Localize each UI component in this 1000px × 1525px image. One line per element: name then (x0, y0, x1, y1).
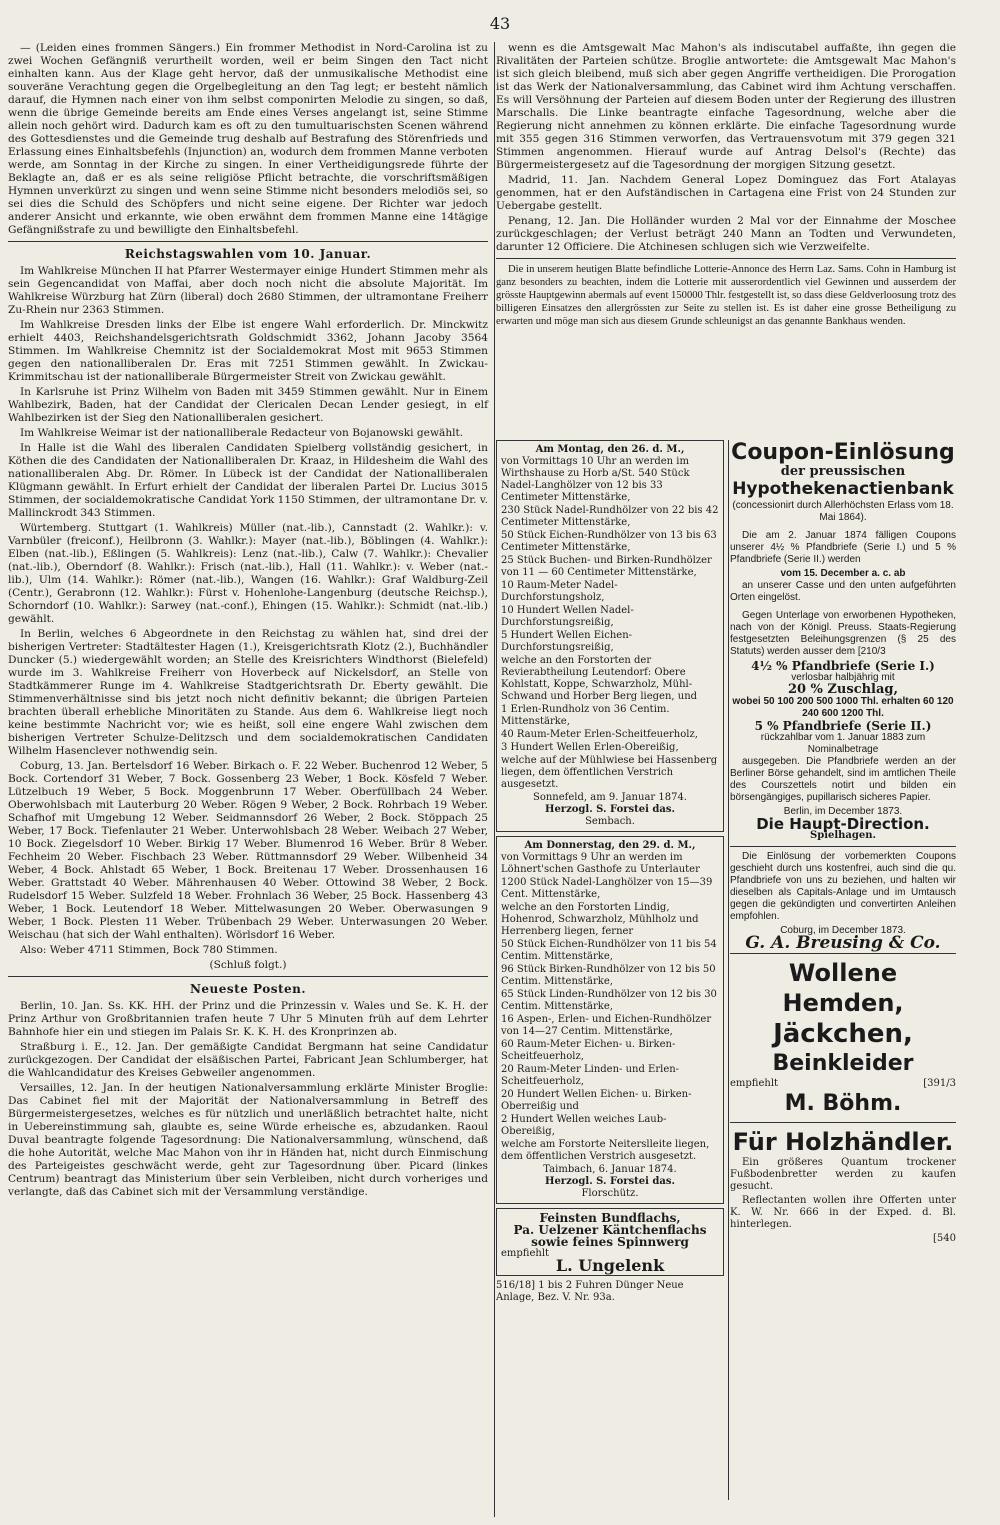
wool-recommend: empfiehlt (730, 1078, 779, 1089)
auction-item: 20 Raum-Meter Linden- und Erlen-Scheitfeuerholz, (501, 1064, 680, 1087)
auction-heading: Am Montag, den 26. d. M., (535, 444, 685, 455)
coupon-title: Coupon-Einlösung (731, 440, 955, 465)
auction-item: 20 Hundert Wellen Eichen- u. Birken-Oberreißig und (501, 1089, 692, 1112)
article-paragraph: Madrid, 11. Jan. Nachdem General Lopez Dominguez das Fort Atalayas genommen, hat er den Aufständischen in Cartagena eine Frist von 24 Stunden zur Uebergabe gestellt. (496, 174, 956, 212)
wood-body: Ein größeres Quantum trockener Fußbodenbretter werden zu kaufen gesucht. (730, 1157, 956, 1192)
page-number: 43 (489, 14, 511, 33)
coupon-signer: Spielhagen. (809, 830, 877, 841)
auction-column (496, 440, 729, 1500)
article-paragraph: Also: Weber 4711 Stimmen, Bock 780 Stimmen. (20, 944, 278, 956)
section-title-news: Neueste Posten. (189, 982, 307, 996)
auction-item: 96 Stück Birken-Rundhölzer von 12 bis 50 Centim. Mittenstärke, (501, 964, 716, 987)
coupon-ad (730, 440, 956, 842)
flax-ad (496, 1208, 724, 1276)
auction-signature: Herzogl. S. Forstei das. (545, 804, 675, 815)
divider (8, 976, 488, 977)
auction-closing: welche am Forstorte Neiterslleite liegen, dem öffentlichen Verstrich ausgesetzt. (501, 1139, 710, 1162)
coupon-body: Gegen Unterlage von erworbenen Hypotheken, nach von der Königl. Preuss. Staats-Regierung festgesetzten Beleihungsgrenzen (§ 25 des Statuts) werden ausser dem [210/3 (730, 610, 956, 657)
article-paragraph: Im Wahlkreise Dresden links der Elbe ist engere Wahl erforderlich. Dr. Minckwitz erhielt 4403, Reichshandelsgerichtsrath Goldschmidt 3362, Johann Jacoby 3564 Stimmen. Im Wahlkreise Chemnitz ist der Socialdemokrat Most mit 9653 Stimmen gegen den nationalliberalen Dr. Eras mit 7251 Stimmen gewählt. In Zwickau-Krimmitschau ist der nationalliberale Bürgermeister Streit von Zwickau gewählt. (8, 319, 488, 383)
flax-line: Pa. Uelzener Käntchenflachs (513, 1223, 707, 1237)
wool-merchant: M. Böhm. (784, 1091, 902, 1116)
auction-item: 50 Stück Eichen-Rundhölzer von 13 bis 63 Centimeter Mittenstärke, (501, 530, 717, 553)
auction-item: 10 Raum-Meter Nadel-Durchforstungsholz, (501, 580, 618, 603)
lottery-notice: Die in unserem heutigen Blatte befindliche Lotterie-Annonce des Herrn Laz. Sams. Cohn in Hamburg ist ganz besonders zu beachten, indem die Lotterie mit ausserordentlich viel Gewinnen und ausserdem der grösste Hauptgewinn abermals auf event 150000 Thlr. festgestellt ist, so dass diese Geldverloosung trotz des billigeren Einsatzes den allergrössten zur Seite zu stellen ist. Es ist daher eine grosse Betheiligung zu erwarten und möge man sich aus diesem Grunde schleunigst an das genannte Bankhaus wenden. (496, 264, 956, 327)
auction-closing: welche auf der Mühlwiese bei Hassenberg liegen, dem öffentlichen Verstrich ausgesetzt. (501, 755, 718, 790)
coupon-body: verlosbar halbjährig mit (791, 672, 895, 683)
article-paragraph: Coburg, 13. Jan. Bertelsdorf 16 Weber. Birkach o. F. 22 Weber. Buchenrod 12 Weber, 5 Bock. Cortendorf 31 Weber, 7 Bock. Gossenberg 23 Weber, 1 Bock. Kösfeld 7 Weber. Lützelbuch 19 Weber, 5 Bock. Moggenbrunn 17 Weber. Oberfüllbach 24 Weber. Oberwohlsbach mit Lauterburg 20 Weber. Rögen 9 Weber, 2 Bock. Rohrbach 19 Weber. Schafhof mit Umgebung 12 Weber. Seidmannsdorf 26 Weber, 2 Bock. Stöppach 25 Weber, 17 Bock. Tiefenlauter 21 Weber. Unterwohlsbach 28 Weber. Weibach 27 Weber, 10 Bock. Ziegelsdorf 10 Weber. Birkig 17 Weber. Blumenrod 16 Weber. Brür 8 Weber. Fechheim 20 Weber. Fischbach 23 Weber. Rüttmannsdorf 29 Weber. Wilbenheid 34 Weber, 4 Bock. Ahlstadt 65 Weber, 1 Bock. Breitenau 17 Weber. Drossenhausen 16 Weber. Grattstadt 40 Weber. Mährenhausen 40 Weber. Ottowind 38 Weber, 2 Bock. Rudelsdorf 15 Weber. Sulzfeld 18 Weber. Frohnlach 36 Weber, 25 Bock. Hassenberg 43 Weber, 1 Bock. Leutendorf 18 Weber. Mittelwasungen 20 Weber. Oberwasungen 9 Weber, 1 Bock. Plesten 11 Weber. Trübenbach 29 Weber. Unterwasungen 20 Weber. Weischau (hat sich der Wahl enthalten). Wörlsdorf 16 Weber. (8, 760, 488, 941)
auction-item: 60 Raum-Meter Eichen- u. Birken-Scheitfeuerholz, (501, 1039, 676, 1062)
coupon-concession: (concessionirt durch Allerhöchsten Erlass vom 18. Mai 1864). (732, 500, 954, 523)
article-paragraph: — (Leiden eines frommen Sängers.) Ein frommer Methodist in Nord-Carolina ist zu zwei Wochen Gefängniß verurtheilt worden, weil er beim Singen den Tact nicht einhalten kann. Aus der Klage geht hervor, daß der unmusikalische Methodist eine souveräne Verachtung gegen die Orgelbegleitung an den Tag legt; er besteht nämlich darauf, die Hymnen nach einer von ihm selbst componirten Melodie zu singen, so daß, wenn die übrige Gemeinde bereits am Ende eines Verses angelangt ist, seine Stimme allein noch gehört wird. Dadurch kam es oft zu den tumultuarischsten Scenen während des Gottesdienstes und die Gemeinde trug deshalb auf Bestrafung des Störenfrieds und Erlassung eines Einhaltsbefehls (Injunction) an, wodurch dem frommen Manne verboten werde, am Sonntag in der Kirche zu singen. In einer Vertheidigungsrede führte der Beklagte an, daß er es als seine religiöse Pflicht betrachte, die vorschriftsmäßigen Hymnen unverkürzt zu singen und wenn seine Stimme nicht besonders melodiös sei, so sei dies die Schuld des Schöpfers und nicht seine eigene. Der Richter war jedoch anderer Ansicht und erkannte, wie oben erwähnt dem frommen Manne eine 14tägige Gefängnißstrafe zu und bewilligte den Einhaltsbefehl. (8, 42, 488, 236)
flax-merchant: L. Ungelenk (555, 1256, 665, 1275)
manure-notice: 516/18] 1 bis 2 Fuhren Dünger Neue Anlage, Bez. V. Nr. 93a. (496, 1280, 684, 1303)
flax-line: Feinsten Bundflachs, (539, 1211, 681, 1225)
coupon-surcharge: 20 % Zuschlag, (787, 682, 899, 697)
article-paragraph: Straßburg i. E., 12. Jan. Der gemäßigte Candidat Bergmann hat seine Candidatur zurückgezogen. Der Candidat der elsäßischen Partei, Fabricant Jean Schlumberger, hat die Wahlcandidatur des Kreises Gebweiler angenommen. (8, 1041, 488, 1079)
auction-notice-2 (496, 836, 724, 1204)
coupon-direction: Die Haupt-Direction. (756, 815, 930, 833)
auction-item: 2 Hundert Wellen weiches Laub-Obereißig, (501, 1114, 667, 1137)
coupon-pfandbrief: 4½ % Pfandbriefe (Serie I.) (751, 659, 935, 673)
wood-ad (730, 1127, 956, 1245)
flax-line: sowie feines Spinnwerg (531, 1235, 689, 1249)
auction-intro: von Vormittags 9 Uhr an werden im Löhnert'schen Gasthofe zu Unterlauter (501, 852, 700, 875)
left-column (8, 42, 495, 1517)
coupon-date: vom 15. December a. c. ab (780, 568, 906, 579)
breusing-place: Coburg, im December 1873. (780, 925, 906, 936)
coupon-body: rückzahlbar vom 1. Januar 1883 zum Nominalbetrage (760, 732, 926, 755)
divider (496, 258, 956, 259)
auction-item: 16 Aspen-, Erlen- und Eichen-Rundhölzer von 14—27 Centim. Mittenstärke, (501, 1014, 712, 1037)
article-paragraph: In Berlin, welches 6 Abgeordnete in den Reichstag zu wählen hat, sind drei der bisherigen Vertreter: Stadtältester Hagen (1.), Kreisgerichtsrath Klotz (2.), Buchhändler Duncker (5.) wiedergewählt worden; an Stelle des Kreisrichters Windthorst (Bielefeld) wurde im 3. Wahlkreise Freiherr von Hoverbeck auf Nickelsdorf, an Stelle von Stadtkämmerer Runge im 4. Wahlkreise Stadtgerichtsrath Dr. Eberty gewählt. Die Stimmenverhältnisse sind bis jetzt noch nicht definitiv bekannt; die übrigen Parteien brachten überall erhebliche Minoritäten zu Stande. Aus dem 6. Wahlkreise liegt noch keine bestimmte Nachricht vor; wie es heißt, soll eine engere Wahl zwischen dem bisherigen Vertreter Schulze-Delitzsch und dem socialdemokratischen Candidaten Wilhelm Hasenclever nothwendig sein. (8, 628, 488, 757)
auction-signer: Sembach. (585, 816, 635, 827)
wool-ref: [391/3 (923, 1078, 956, 1089)
coupon-body: an unserer Casse und den unten aufgeführten Orten eingelöst. (730, 580, 956, 603)
auction-item: 1 Erlen-Rundholz von 36 Centim. Mittenstärke, (501, 704, 670, 727)
right-column-top (496, 42, 956, 432)
ads-column (730, 440, 956, 1500)
section-title-reichstag: Reichstagswahlen vom 10. Januar. (124, 247, 372, 261)
article-paragraph: Würtemberg. Stuttgart (1. Wahlkreis) Müller (nat.-lib.), Cannstadt (2. Wahlkr.): v. Varnbüler (freiconf.), Heilbronn (3. Wahlkr.): Mayer (nat.-lib.), Böblingen (4. Wahlkr.): Elben (nat.-lib.), Eßlingen (5. Wahlkreis): Lenz (nat.-lib.), Calw (7. Wahlkr.): Chevalier (nat.-lib.), Oberndorf (8. Wahlkr.): Frisch (nat.-lib.), Hall (11. Wahlkr.): v. Weber (nat.-lib.), Ulm (14. Wahlkr.): Römer (nat.-lib.), Wangen (16. Wahlkr.): Graf Waldburg-Zeil (Centr.), Gerabronn (12. Wahlkr.): Fürst v. Hohenlohe-Langenburg (deutsche Reichsp.), Schorndorf (10. Wahlkr.): Sarwey (nat.-conf.), Ehingen (15. Wahlkr.): Schmidt (nat.-lib.) gewählt. (8, 522, 488, 625)
breusing-firm: G. A. Breusing & Co. (745, 933, 941, 953)
auction-item: 1200 Stück Nadel-Langhölzer von 15—39 Cent. Mittenstärke, (501, 877, 713, 900)
auction-body: welche an den Forstorten der Revierabtheilung Leutendorf: Obere Kohlstatt, Koppe, Schwarzholz, Mühl-Schwand und Horber Berg liegen, und (501, 655, 698, 702)
coupon-subtitle: der preussischen (780, 464, 906, 479)
auction-signer: Florschütz. (581, 1188, 639, 1199)
auction-item: 10 Hundert Wellen Nadel-Durchforstungsreißig, (501, 605, 634, 628)
auction-place: Sonnefeld, am 9. Januar 1874. (533, 792, 687, 803)
flax-recommend: empfiehlt (501, 1248, 550, 1259)
auction-signature: Herzogl. S. Forstei das. (545, 1176, 675, 1187)
auction-item: 40 Raum-Meter Erlen-Scheitfeuerholz, (501, 729, 698, 740)
auction-body: welche an den Forstorten Lindig, Hohenrod, Schwarzholz, Mühlholz und Herrenberg liegen, ferner (501, 902, 699, 937)
auction-place: Taimbach, 6. Januar 1874. (543, 1164, 677, 1175)
auction-item: 230 Stück Nadel-Rundhölzer von 22 bis 42 Centimeter Mittenstärke, (501, 505, 719, 528)
continued-note: (Schluß folgt.) (209, 959, 287, 971)
coupon-place: Berlin, im December 1873. (783, 806, 903, 817)
auction-notice-1 (496, 440, 724, 832)
article-paragraph: Im Wahlkreise München II hat Pfarrer Westermayer einige Hundert Stimmen mehr als sein Gegencandidat von Maffai, aber doch noch nicht die absolute Majorität. Im Wahlkreise Würzburg hat Zürn (liberal) doch 2680 Stimmen, der ultramontane Freiherr Zu-Rhein nur 2363 Stimmen. (8, 265, 488, 316)
auction-item: 5 Hundert Wellen Eichen-Durchforstungsreißig, (501, 630, 633, 653)
breusing-ad (730, 851, 956, 953)
wool-recommend-row (730, 1078, 956, 1090)
auction-intro: von Vormittags 10 Uhr an werden im Wirthshause zu Horb a/St. 540 Stück Nadel-Langhölzer von 12 bis 33 Centimeter Mittenstärke, (501, 456, 690, 503)
article-paragraph: wenn es die Amtsgewalt Mac Mahon's als indiscutabel auffaßte, ihn gegen die Rivalitäten der Parteien schütze. Broglie antwortete: die Amtsgewalt Mac Mahon's ist sich gleich bleibend, muß sich aber gegen Angriffe vertheidigen. Die Prorogation ist das Werk der Nationalversammlung, das Cabinet wird ihm Achtung verschaffen. Es will Versöhnung der Parteien auf diesem Boden unter der Regierung des illustren Marschalls. Die Linke beantragte einfache Tagesordnung, welche aber die Regierung nicht annehmen zu können erklärte. Die einfache Tagesordnung wurde mit 355 gegen 316 Stimmen verworfen, das Vertrauensvotum mit 379 gegen 321 Stimmen angenommen. Hierauf wurde auf Antrag Delsol's (Rechte) das Bürgermeistergesetz auf die Tagesordnung der morgigen Sitzung gesetzt. (496, 42, 956, 171)
article-paragraph: Im Wahlkreise Weimar ist der nationalliberale Redacteur von Bojanowski gewählt. (20, 427, 464, 439)
wool-line: Beinkleider (772, 1051, 914, 1076)
coupon-body: ausgegeben. Die Pfandbriefe werden an der Berliner Börse gehandelt, sind im amtlichen Theile des Courszettels notirt und bilden ein börsengängiges, pupillarisch sicheres Papier. (730, 756, 956, 803)
divider (730, 1122, 956, 1123)
article-paragraph: In Halle ist die Wahl des liberalen Candidaten Spielberg vollständig gesichert, in Köthen die des Candidaten der Nationalliberalen Dr. Kraaz, in Hildesheim die Wahl des nationalliberalen Abg. Dr. Römer. In Lübeck ist der Candidat der Nationalliberalen Klügmann gewählt. In Erfurt erhielt der Candidat der liberalen Partei Dr. Lucius 3015 Stimmen, der socialdemokratische Candidat York 1150 Stimmen, der ultramontane Dr. v. Mallinckrodt 343 Stimmen. (8, 442, 488, 519)
wood-contact: Reflectanten wollen ihre Offerten unter K. W. Nr. 666 in der Exped. d. Bl. hinterlegen. (730, 1195, 956, 1230)
article-paragraph: In Karlsruhe ist Prinz Wilhelm von Baden mit 3459 Stimmen gewählt. Nur in Einem Wahlbezirk, Baden, hat der Candidat der Clericalen Decan Lender gesiegt, in elf Wahlbezirken ist der Sieg den Nationalliberalen gesichert. (8, 386, 488, 424)
coupon-body: Die am 2. Januar 1874 fälligen Coupons unserer 4½ % Pfandbriefe (Serie I.) und 5 % Pfandbriefe (Serie II.) werden (730, 530, 956, 565)
auction-heading: Am Donnerstag, den 29. d. M., (524, 840, 696, 851)
wool-ad (730, 958, 956, 1118)
auction-item: 50 Stück Eichen-Rundhölzer von 11 bis 54 Centim. Mittenstärke, (501, 939, 717, 962)
divider (730, 846, 956, 847)
divider (730, 953, 956, 954)
coupon-pfandbrief: 5 % Pfandbriefe (Serie II.) (754, 719, 932, 733)
auction-item: 65 Stück Linden-Rundhölzer von 12 bis 30 Centim. Mittenstärke, (501, 989, 717, 1012)
wool-line: Wollene Hemden, (782, 959, 904, 1017)
coupon-bank: Hypothekenactienbank (732, 479, 954, 499)
breusing-body: Die Einlösung der vorbemerkten Coupons geschieht durch uns kostenfrei, auch sind die qu. Pfandbriefe von uns zu beziehen, und halten wir dieselben als Capitals-Anlage und im Umtausch gegen die gekündigten und convertirten Anleihen empfohlen. (730, 851, 956, 922)
wool-line: Jäckchen, (773, 1019, 913, 1049)
divider (8, 241, 488, 242)
article-paragraph: Berlin, 10. Jan. Ss. KK. HH. der Prinz und die Prinzessin v. Wales und Se. K. H. der Prinz Arthur von Großbritannien trafen heute 7 Uhr 5 Minuten früh auf dem Lehrter Bahnhofe hier ein und stiegen im Palais Sr. K. K. H. des Kronprinzen ab. (8, 1000, 488, 1038)
wood-ref: [540 (933, 1233, 956, 1244)
article-paragraph: Penang, 12. Jan. Die Holländer wurden 2 Mal vor der Einnahme der Moschee zurückgeschlagen; der Verlust beträgt 240 Mann an Todten und Verwundeten, darunter 12 Officiere. Die Atchinesen schlugen sich wie Verzweifelte. (496, 215, 956, 253)
coupon-amounts: wobei 50 100 200 500 1000 Thl. erhalten 60 120 240 600 1200 Thl. (732, 696, 954, 719)
auction-item: 25 Stück Buchen- und Birken-Rundhölzer von 11 — 60 Centimeter Mittenstärke, (501, 555, 712, 578)
wood-title: Für Holzhändler. (732, 1128, 954, 1156)
auction-item: 3 Hundert Wellen Erlen-Obereißig, (501, 742, 679, 753)
article-paragraph: Versailles, 12. Jan. In der heutigen Nationalversammlung erklärte Minister Broglie: Das Cabinet fiel mit der Majorität der Nationalversammlung in Betreff des Bürgermeistergesetzes, welches es für nützlich und unerläßlich betrachtet halte, nicht in Uebereinstimmung sah, glaubte es, seine Würde erheische es, abzudanken. Raoul Duval beantragte folgende Tagesordnung: Die Nationalversammlung, wünschend, daß die hohe Autorität, welche Mac Mahon von ihr in Händen hat, nicht durch Einmischung des Parteigeistes geschwächt werde, geht zur Tagesordnung über. Picard (linkes Centrum) beantragt das Ministerium über sein Verbleiben, nicht durch vorheriges und verlangte, daß das Cabinet sich mit der Versammlung verständige. (8, 1082, 488, 1198)
